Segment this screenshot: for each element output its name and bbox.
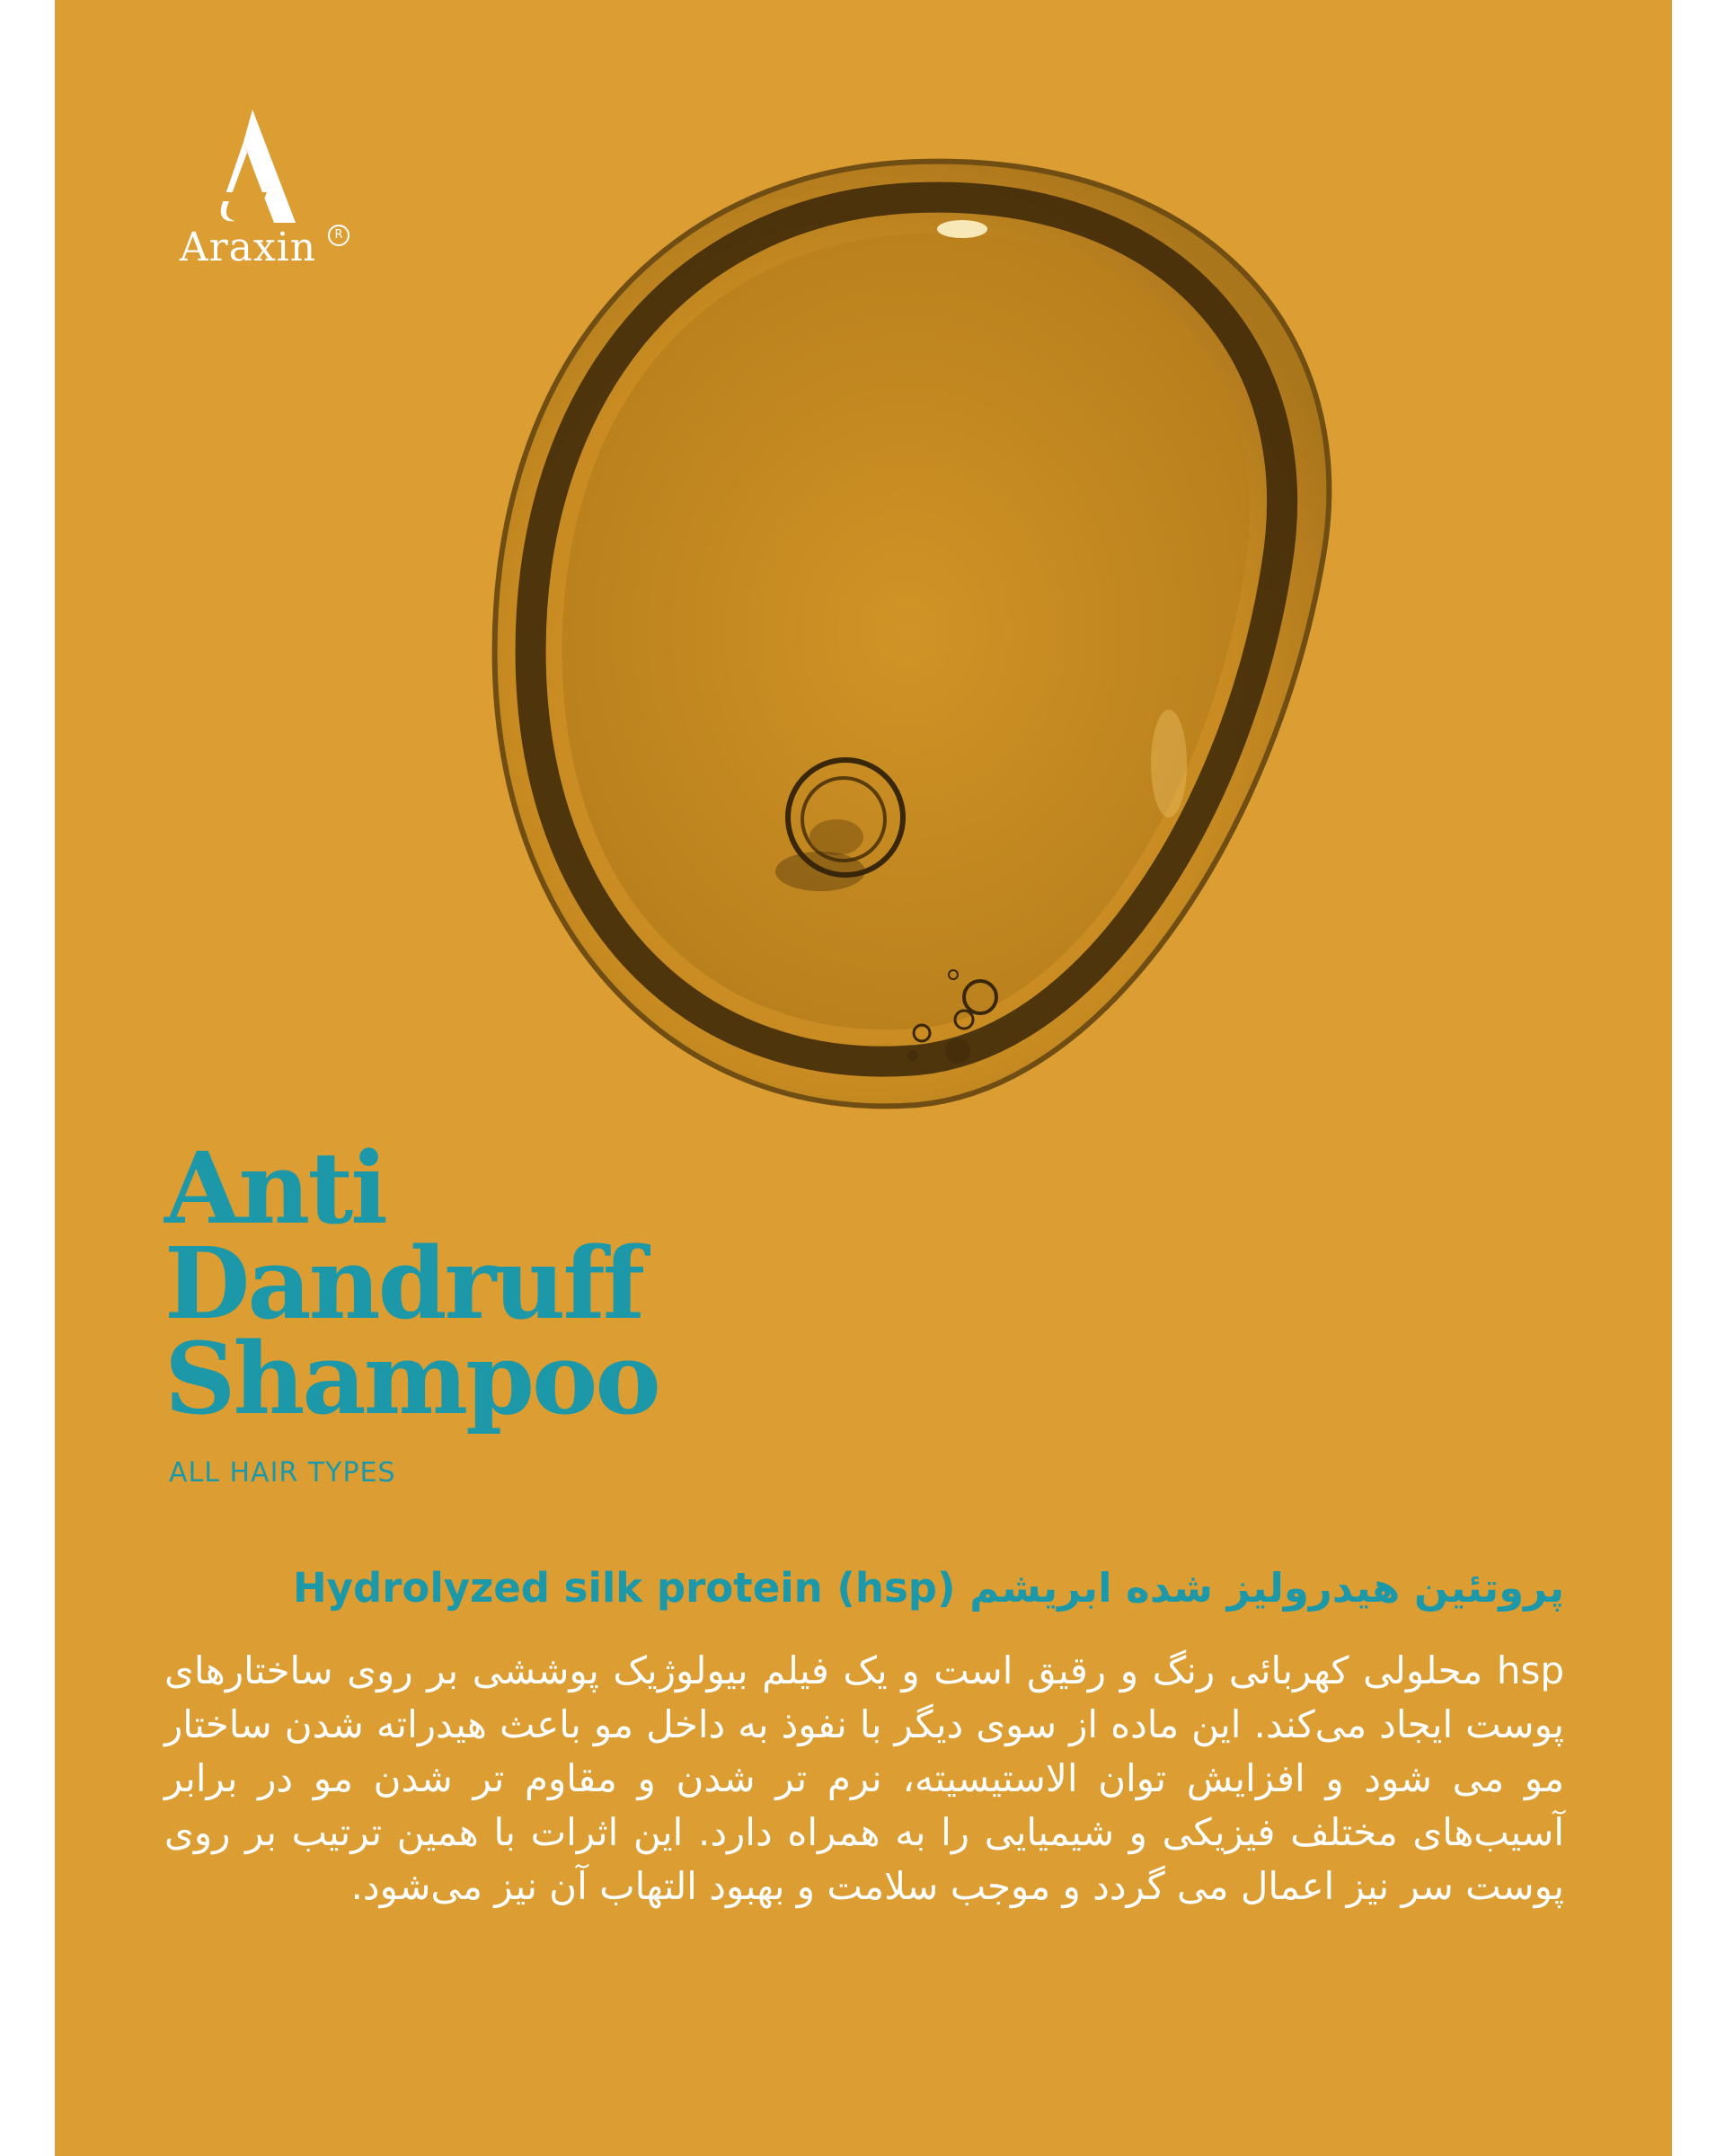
brand-logo [154, 106, 351, 304]
title-line: Shampoo [164, 1321, 659, 1436]
product-title [164, 1130, 973, 1436]
title-line: Dandruff [164, 1225, 643, 1341]
ingredient-heading: پروتئین هیدرولیز شده ابریشم (Hydrolyzed silk protein (hsp [293, 1564, 1564, 1612]
title-line: Anti [164, 1130, 385, 1246]
oil-drop-image [414, 135, 1402, 1168]
araxin-logo-icon [188, 106, 314, 241]
ingredient-description: hsp محلولی کهربائی رنگ و رقیق است و یک فیلم بیولوژیک پوششی بر روی ساختارهای پوست ایجاد می‌کند. این ماده از سوی دیگر با نفوذ به داخل مو باعث هیدراته شدن ساختار مو می شود و افزایش توان الاستیسیته، نرم تر شدن و مقاوم تر شدن مو در برابر آسیب‌های مختلف فیزیکی و شیمیایی را به همراه دارد. این اثرات با همین ترتیب بر روی پوست سر نیز اعمال می گردد و موجب سلامت و بهبود التهاب آن نیز می‌شود. [164, 1648, 1564, 1908]
product-subtitle: ALL HAIR TYPES [169, 1457, 396, 1489]
brand-name: Araxin [179, 225, 317, 270]
registered-mark: R [328, 225, 349, 246]
product-card [55, 0, 1672, 2156]
